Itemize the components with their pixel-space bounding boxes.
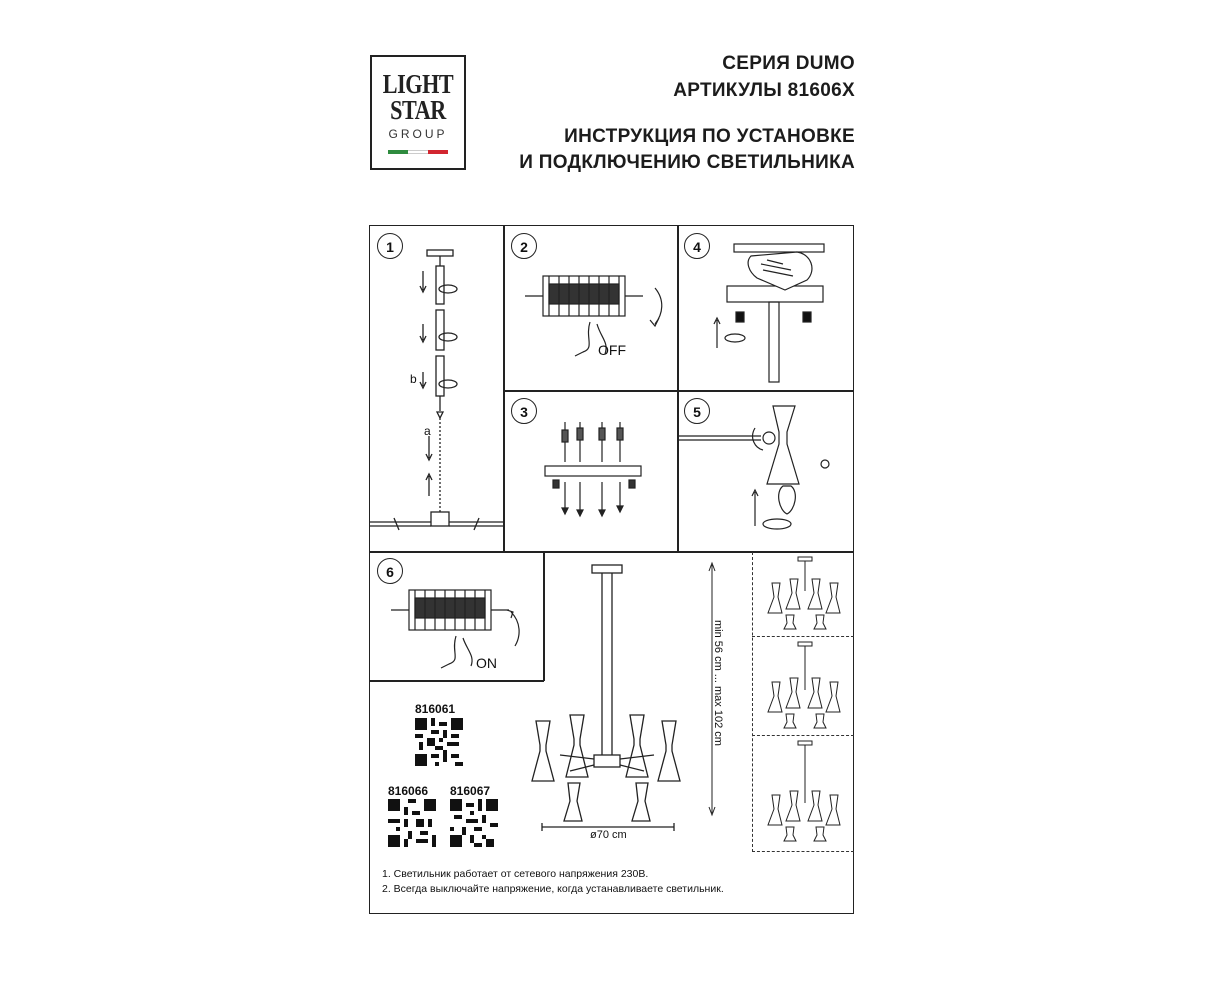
- terminal-block-off-drawing: [505, 228, 675, 388]
- step-1-number: 1: [377, 233, 403, 259]
- qr-code-icon[interactable]: [450, 799, 498, 847]
- mounting-plate-drawing: [679, 228, 851, 388]
- step-2-number: 2: [511, 233, 537, 259]
- step-1-label-b: b: [410, 372, 417, 386]
- height-dimension: min 56 cm ... max 102 cm: [712, 620, 724, 746]
- note-voltage: 1. Светильник работает от сетевого напряжения 230В.: [382, 868, 649, 880]
- instruction-title-2: И ПОДКЛЮЧЕНИЮ СВЕТИЛЬНИКА: [519, 152, 855, 173]
- model-816061-label: 816061: [415, 702, 456, 716]
- qr-code-icon[interactable]: [388, 799, 436, 847]
- step-5-number: 5: [684, 398, 710, 424]
- italian-flag-icon: [388, 150, 448, 154]
- step-3-number: 3: [511, 398, 537, 424]
- articles-title: АРТИКУЛЫ 81606X: [673, 80, 855, 101]
- instruction-title-1: ИНСТРУКЦИЯ ПО УСТАНОВКЕ: [564, 126, 855, 147]
- brand-logo: [370, 55, 466, 170]
- variant-long-drawing: [756, 737, 854, 849]
- chandelier-drawing: [530, 555, 740, 845]
- shade-bulb-drawing: [679, 392, 851, 552]
- step-6-number: 6: [377, 558, 403, 584]
- screws-drawing: [505, 392, 677, 552]
- step-2-off-label: OFF: [598, 342, 626, 358]
- variant-short-drawing: [756, 553, 854, 635]
- step-4-number: 4: [684, 233, 710, 259]
- logo-line2: STAR: [390, 95, 446, 125]
- step-6-on-label: ON: [476, 655, 497, 671]
- terminal-block-on-drawing: [371, 552, 543, 680]
- logo-line3: GROUP: [388, 127, 448, 141]
- model-816066-label: 816066: [388, 784, 429, 798]
- step-1-label-a: a: [424, 424, 431, 438]
- series-title: СЕРИЯ DUMO: [722, 53, 855, 74]
- logo-line1: LIGHT: [382, 69, 454, 99]
- qr-code-icon[interactable]: [415, 718, 463, 766]
- note-power-off: 2. Всегда выключайте напряжение, когда устанавливаете светильник.: [382, 883, 724, 895]
- variant-medium-drawing: [756, 638, 854, 734]
- diameter-dimension: ø70 cm: [590, 829, 627, 841]
- model-816067-label: 816067: [450, 784, 491, 798]
